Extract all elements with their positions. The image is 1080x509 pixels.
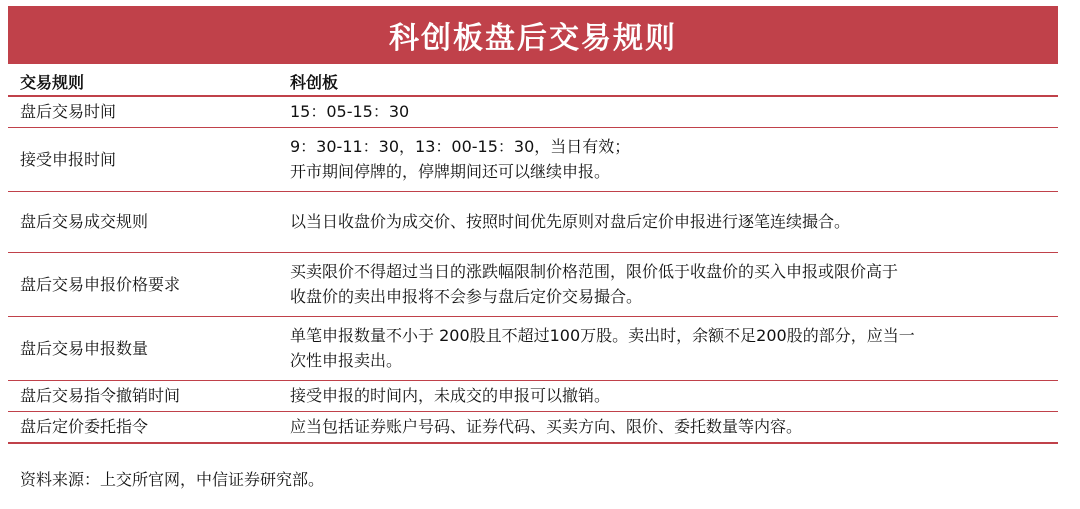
rules-table [8, 68, 1058, 444]
rule-detail [278, 411, 1058, 443]
table-row [8, 252, 1058, 316]
rule-detail-line: 开市期间停牌的，停牌期间还可以继续申报。 [290, 162, 611, 181]
rule-detail-line: 应当包括证券账户号码、证券代码、买卖方向、限价、委托数量等内容。 [290, 417, 803, 437]
rule-detail [278, 96, 1058, 127]
rule-detail [278, 380, 1058, 411]
source-note: 资料来源：上交所官网，中信证券研究部。 [20, 470, 325, 489]
table-row [8, 380, 1058, 411]
table-row [8, 411, 1058, 443]
table-row [8, 96, 1058, 127]
rule-detail-line: 买卖限价不得超过当日的涨跌幅限制价格范围，限价低于收盘价的买入申报或限价高于 [290, 262, 899, 281]
rule-name: 盘后交易申报数量 [8, 316, 278, 380]
rule-detail [278, 316, 1058, 380]
rule-detail-line: 收盘价的卖出申报将不会参与盘后定价交易撮合。 [290, 287, 643, 306]
rule-detail-line: 次性申报卖出。 [290, 351, 403, 370]
rule-name: 盘后交易申报价格要求 [8, 252, 278, 316]
table-row [8, 127, 1058, 191]
rule-detail [278, 191, 1058, 252]
table-row [8, 316, 1058, 380]
rule-name: 盘后定价委托指令 [8, 411, 278, 443]
rule-detail-line: 接受申报的时间内，未成交的申报可以撤销。 [290, 386, 611, 405]
rule-name: 接受申报时间 [8, 127, 278, 191]
header-star-market: 科创板 [278, 68, 1058, 96]
table-title: 科创板盘后交易规则 [8, 6, 1058, 64]
rule-detail-line: 以当日收盘价为成交价、按照时间优先原则对盘后定价申报进行逐笔连续撮合。 [290, 212, 851, 231]
rule-name: 盘后交易指令撤销时间 [8, 380, 278, 411]
rule-detail-line: 15：05-15：30 [290, 102, 410, 122]
rule-name: 盘后交易时间 [8, 96, 278, 127]
header-rule: 交易规则 [8, 68, 278, 96]
rule-name: 盘后交易成交规则 [8, 191, 278, 252]
table-header-row [8, 68, 1058, 96]
rule-detail [278, 127, 1058, 191]
table-row [8, 191, 1058, 252]
rule-detail-line: 9：30-11：30，13：00-15：30，当日有效； [290, 137, 631, 156]
rule-detail-line: 单笔申报数量不小于 200股且不超过100万股。卖出时，余额不足200股的部分，应当一 [290, 326, 915, 345]
rule-detail [278, 252, 1058, 316]
